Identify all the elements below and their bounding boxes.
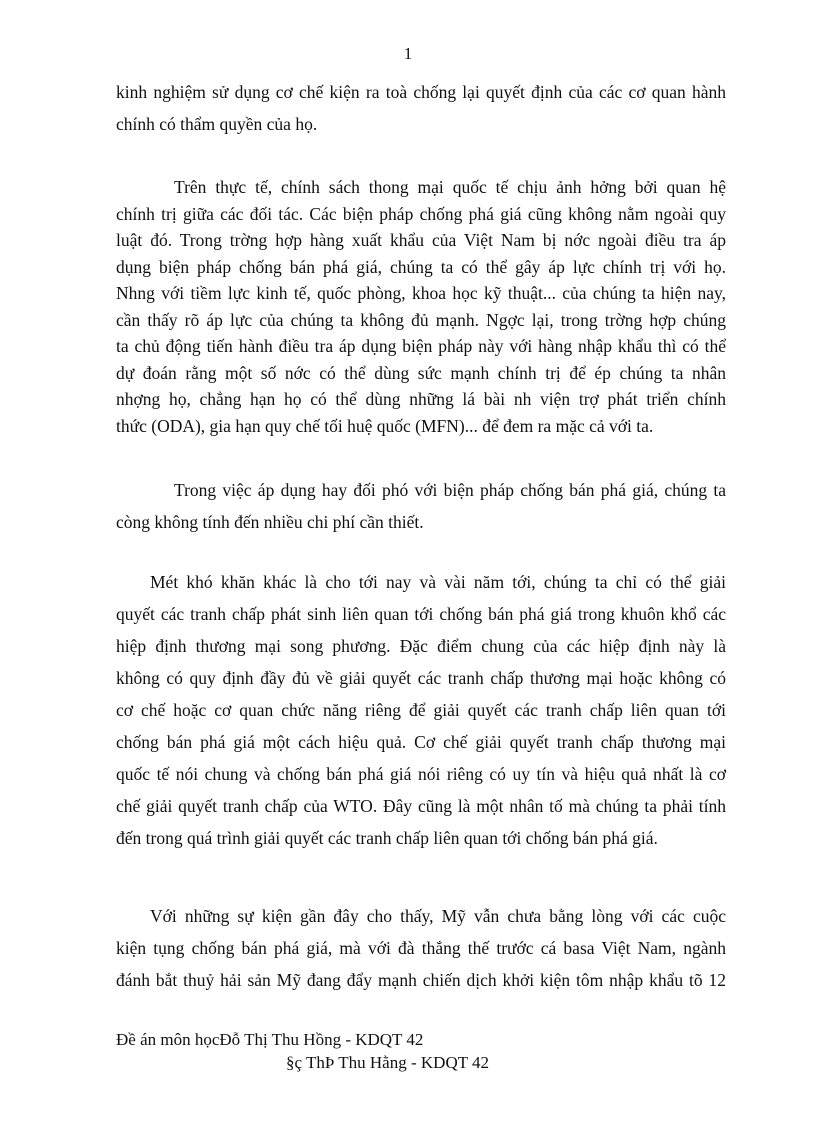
- page-number: 1: [403, 44, 413, 63]
- text-line: Với những sự kiện gần đây cho thấy, Mỹ vẫn chưa bằng lòng với các cuộc: [150, 906, 726, 926]
- paragraph-5: [116, 900, 726, 996]
- paragraph-3: [116, 474, 726, 538]
- text-line: cần thấy rõ áp lực của chúng ta không đủ mạnh. Ngợc lại, trong trờng hợp chúng: [116, 309, 726, 330]
- text-line: chính có thẩm quyền của họ.: [116, 114, 318, 134]
- paragraph-1: [116, 76, 726, 140]
- text-line: Mét khó khăn khác là cho tới nay và vài năm tới, chúng ta chỉ có thể giải: [150, 572, 726, 592]
- text-line: nhợng họ, chẳng hạn họ có thể dùng những lá bài nh viện trợ phát triển chính: [116, 389, 726, 409]
- text-line: còng không tính đến nhiều chi phí cần thiết.: [116, 512, 424, 532]
- footer-author-line-2: §ç ThÞ Thu Hằng - KDQT 42: [286, 1053, 490, 1072]
- text-line: đến trong quá trình giải quyết các tranh chấp liên quan tới chống bán phá giá.: [116, 828, 658, 848]
- text-line: dự đoán rằng một số nớc có thể dùng sức mạnh chính trị để ép chúng ta nhân: [116, 362, 726, 383]
- text-line: chính trị giữa các đối tác. Các biện pháp chống phá giá cũng không nằm ngoài quy: [116, 203, 726, 224]
- text-line: chế giải quyết tranh chấp của WTO. Đây cũng là một nhân tố mà chúng ta phải tính: [116, 796, 726, 816]
- text-line: cơ chế hoặc cơ quan chức năng riêng để giải quyết các tranh chấp liên quan tới: [116, 700, 726, 720]
- text-line: dụng biện pháp chống bán phá giá, chúng ta có thể gây áp lực chính trị với họ.: [116, 256, 726, 277]
- footer-author-line: Đề án môn họcĐỗ Thị Thu Hồng - KDQT 42: [116, 1030, 424, 1049]
- text-line: luật đó. Trong trờng hợp hàng xuất khẩu của Việt Nam bị nớc ngoài điều tra áp: [116, 230, 726, 250]
- text-line: quốc tế nói chung và chống bán phá giá nói riêng có uy tín và hiệu quả nhất là cơ: [116, 764, 726, 784]
- text-line: đánh bắt thuỷ hải sản Mỹ đang đẩy mạnh chiến dịch khởi kiện tôm nhập khẩu tõ 12: [116, 970, 726, 990]
- text-line: quyết các tranh chấp phát sinh liên quan tới chống bán phá giá trong khuôn khổ các: [116, 604, 726, 624]
- text-line: không có quy định đầy đủ về giải quyết các tranh chấp thương mại hoặc không có: [116, 668, 726, 688]
- text-line: Trong việc áp dụng hay đối phó với biện pháp chống bán phá giá, chúng ta: [174, 480, 726, 500]
- text-line: chống bán phá giá một cách hiệu quả. Cơ chế giải quyết tranh chấp thương mại: [116, 732, 726, 752]
- text-line: hiệp định thương mại song phương. Đặc điểm chung của các hiệp định này là: [116, 636, 726, 656]
- text-line: Nhng với tiềm lực kinh tế, quốc phòng, khoa học kỹ thuật... của chúng ta hiện nay,: [116, 283, 726, 303]
- text-line: thức (ODA), gia hạn quy chế tối huệ quốc (MFN)... để đem ra mặc cả với ta.: [116, 415, 654, 436]
- paragraph-4: [116, 566, 726, 854]
- paragraph-2: [116, 174, 726, 439]
- text-line: Trên thực tế, chính sách thong mại quốc tế chịu ảnh hởng bởi quan hệ: [174, 177, 726, 197]
- text-line: ta chủ động tiến hành điều tra áp dụng biện pháp này với hàng nhập khẩu thì có thể: [116, 336, 726, 356]
- text-line: kiện tụng chống bán phá giá, mà với đà thắng thế trước cá basa Việt Nam, ngành: [116, 938, 726, 958]
- text-line: kinh nghiệm sử dụng cơ chế kiện ra toà chống lại quyết định của các cơ quan hành: [116, 82, 726, 102]
